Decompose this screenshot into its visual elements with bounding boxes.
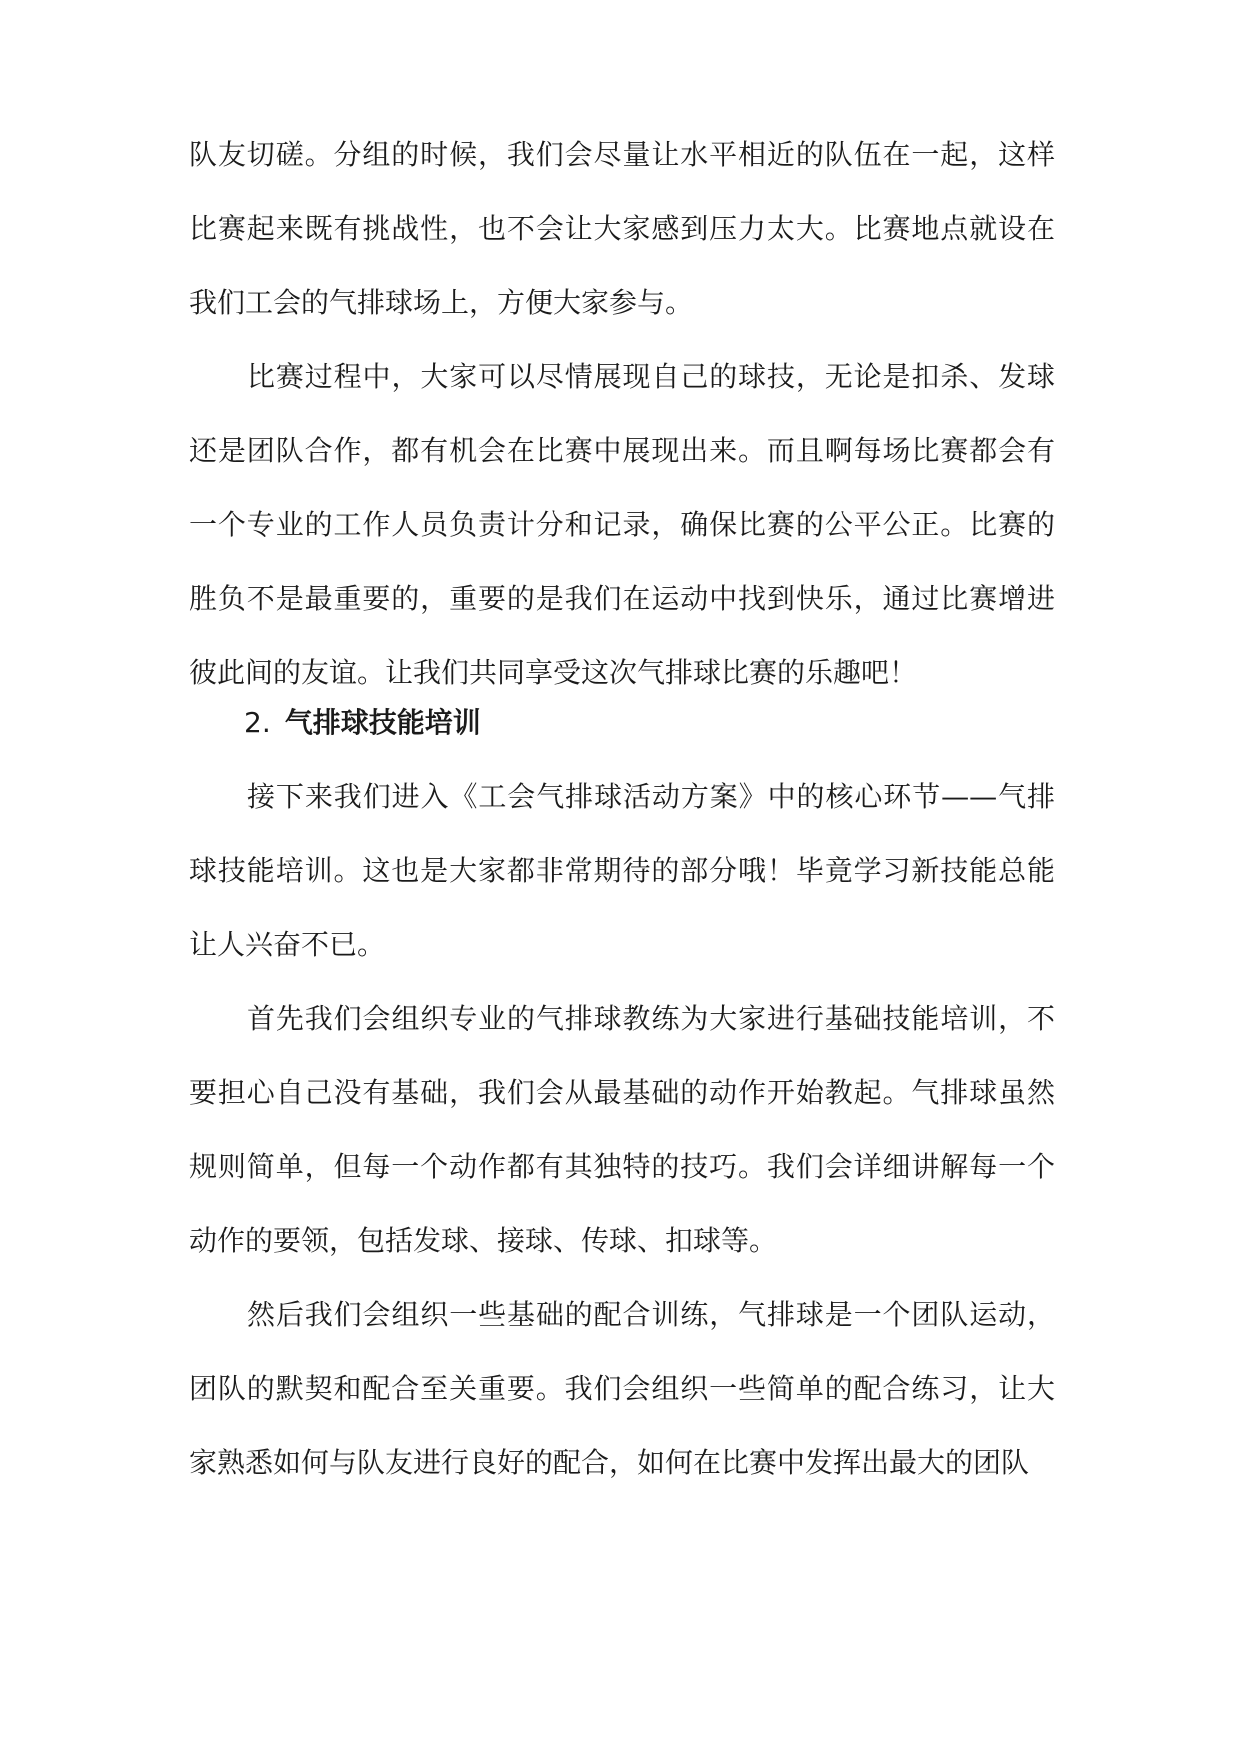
paragraph-1: 队友切磋。分组的时候，我们会尽量让水平相近的队伍在一起，这样比赛起来既有挑战性，也不会让大家感到压力太大。比赛地点就设在我们工会的气排球场上，方便大家参与。 <box>189 138 1055 319</box>
section-heading <box>244 686 481 760</box>
paragraph-4: 首先我们会组织专业的气排球教练为大家进行基础技能培训，不要担心自己没有基础，我们会从最基础的动作开始教起。气排球虽然规则简单，但每一个动作都有其独特的技巧。我们会详细讲解每一个动作的要领，包括发球、接球、传球、扣球等。 <box>189 1002 1055 1257</box>
section-number: 2. <box>244 706 271 739</box>
paragraph-5: 然后我们会组织一些基础的配合训练，气排球是一个团队运动，团队的默契和配合至关重要。我们会组织一些简单的配合练习，让大家熟悉如何与队友进行良好的配合，如何在比赛中发挥出最大的团队 <box>189 1298 1055 1479</box>
paragraph-3: 接下来我们进入《工会气排球活动方案》中的核心环节——气排球技能培训。这也是大家都非常期待的部分哦！毕竟学习新技能总能让人兴奋不已。 <box>189 780 1055 961</box>
paragraph-2: 比赛过程中，大家可以尽情展现自己的球技，无论是扣杀、发球还是团队合作，都有机会在比赛中展现出来。而且啊每场比赛都会有一个专业的工作人员负责计分和记录，确保比赛的公平公正。比赛的胜负不是最重要的，重要的是我们在运动中找到快乐，通过比赛增进彼此间的友谊。让我们共同享受这次气排球比赛的乐趣吧！ <box>189 360 1055 689</box>
body-text-bottom <box>189 760 1055 1500</box>
section-title: 气排球技能培训 <box>284 706 481 739</box>
body-text-top <box>189 118 1055 710</box>
